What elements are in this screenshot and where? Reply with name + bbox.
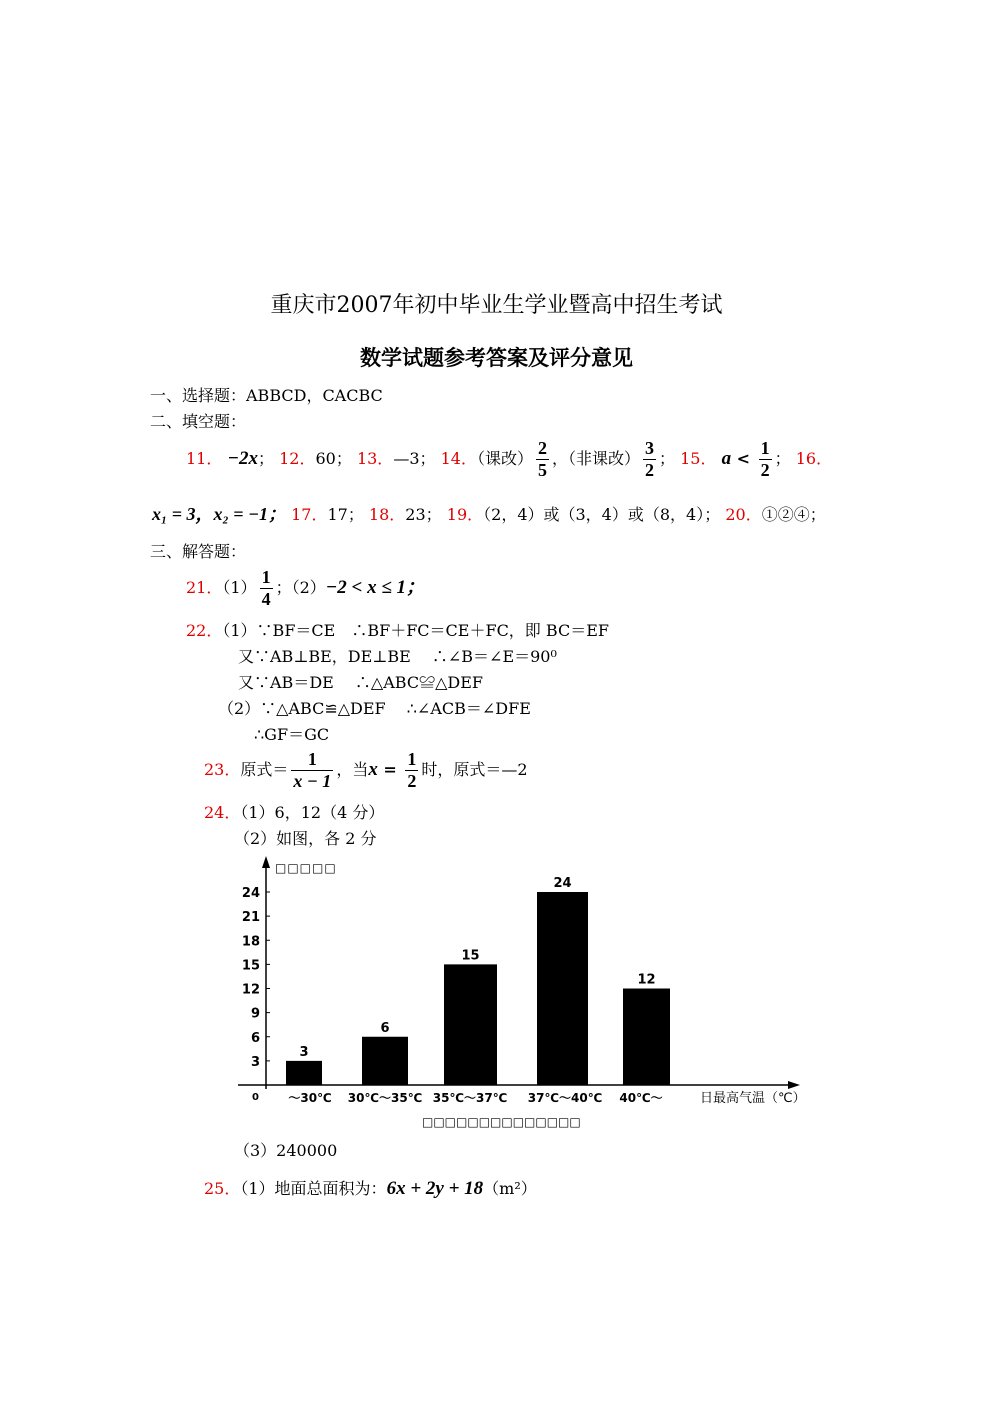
q22-number: 22． (186, 621, 223, 640)
chart-y-tick-label: 24 (241, 886, 260, 901)
q23-post: 时，原式＝—2 (421, 760, 528, 779)
section-multiple-choice: 一、选择题：ABBCD，CACBC (150, 386, 383, 405)
chart-x-axis-label: 日最高气温（℃） (700, 1091, 806, 1106)
q22-text-1: （1）∵BF＝CE ∴BF＋FC＝CE＋FC，即 BC＝EF (222, 621, 609, 640)
chart-bar-value-label: 15 (461, 948, 480, 964)
q23-fraction-2-numerator: 1 (407, 749, 417, 770)
q13-answer: —3； (393, 449, 436, 468)
chart-bar-value-label: 6 (380, 1020, 390, 1036)
q25-unit: （m²） (483, 1179, 537, 1198)
q24-text-1: （1）6，12（4 分） (240, 803, 385, 822)
q23-fraction-1-numerator: 1 (291, 749, 333, 771)
chart-category-label: ～30℃ (288, 1091, 332, 1105)
q11-sep: ； (257, 449, 274, 468)
chart-bar (362, 1037, 408, 1085)
q21-part2: ；（2） (275, 578, 326, 597)
q15-end: ； (774, 449, 791, 468)
q24-line-2: （2）如图，各 2 分 (234, 829, 377, 848)
q21-number: 21． (186, 578, 223, 597)
q11-number: 11． (186, 449, 223, 468)
chart-y-tick-label: 15 (241, 958, 260, 974)
section-solutions: 三、解答题： (150, 542, 247, 561)
q19-number: 19． (446, 505, 484, 524)
q14-end: ； (659, 449, 676, 468)
q13-number: 13． (356, 449, 394, 468)
q22-line-4: （2）∵△ABC≌△DEF ∴∠ACB＝∠DFE (218, 699, 531, 718)
q21-part1: （1） (222, 578, 257, 597)
q12-number: 12． (279, 449, 316, 468)
q22-line-2: 又∵AB⊥BE，DE⊥BE ∴∠B＝∠E＝90⁰ (238, 647, 557, 666)
chart-bar-value-label: 24 (553, 876, 572, 891)
chart-x-axis-arrow (788, 1081, 800, 1089)
q15-operator: < (731, 449, 756, 468)
q15-number: 15． (680, 449, 717, 468)
q16-number: 16． (795, 449, 833, 468)
chart-bar (623, 989, 670, 1086)
chart-bar-value-label: 3 (299, 1044, 309, 1060)
q23-fraction-1-denominator: x − 1 (293, 771, 332, 791)
q14-prefix: （课改） (476, 449, 533, 468)
chart-y-axis-arrow (262, 856, 270, 868)
q11-answer: −2x (227, 448, 258, 469)
q25-text: （1）地面总面积为： (240, 1179, 387, 1198)
chart-caption: □□□□□□□□□□□□□□ (422, 1115, 581, 1129)
q20-number: 20． (725, 505, 762, 524)
q15-fraction-numerator: 1 (760, 438, 770, 459)
q23-number: 23． (204, 760, 241, 779)
section-fill-blank: 二、填空题： (150, 412, 247, 431)
q15-variable: a (721, 448, 732, 469)
chart-bar (537, 892, 588, 1085)
chart-y-tick-label: 3 (250, 1054, 260, 1070)
q16-answer: x₁ = 3，x₂ = −1； (152, 504, 286, 524)
chart-category-label: 35℃～37℃ (432, 1091, 508, 1105)
q14-fraction-2-numerator: 3 (645, 438, 654, 459)
chart-category-label: 30℃～35℃ (347, 1091, 423, 1105)
q24-number: 24． (204, 803, 241, 822)
chart-y-axis-label: □□□□□ (275, 861, 337, 875)
chart-y-tick-label: 12 (241, 982, 260, 998)
chart-category-label: 40℃～ (619, 1091, 663, 1105)
q12-answer: 60； (315, 449, 352, 468)
q23-middle: ，当 (336, 760, 369, 779)
q23-prefix: 原式＝ (240, 760, 289, 779)
q14-fraction-1-denominator: 5 (537, 460, 547, 480)
chart-origin-label: 0 (252, 1092, 259, 1103)
q25-line (204, 1176, 537, 1200)
page-title: 重庆市2007年初中毕业生学业暨高中招生考试 (270, 293, 723, 318)
q20-answer: ①②④； (761, 505, 826, 524)
q23-variable: x (368, 759, 378, 780)
q14-number: 14． (440, 449, 477, 468)
q14-middle: ，（非课改） (551, 449, 640, 468)
q18-number: 18． (368, 505, 406, 524)
q14-fraction-2-denominator: 2 (645, 460, 654, 480)
chart-bar-value-label: 12 (637, 972, 656, 988)
q14-fraction-1-numerator: 2 (537, 438, 547, 459)
q17-number: 17． (291, 505, 328, 524)
q18-answer: 23； (405, 505, 442, 524)
chart-category-label: 37℃～40℃ (527, 1091, 603, 1105)
q15-fraction-denominator: 2 (760, 460, 770, 480)
q21-fraction-numerator: 1 (261, 567, 271, 588)
q21-inequality: −2 < x ≤ 1； (325, 577, 426, 598)
page-subtitle: 数学试题参考答案及评分意见 (360, 345, 633, 370)
chart-y-tick-label: 18 (241, 934, 260, 950)
q19-answer: （2，4）或（3，4）或（8，4）； (483, 505, 721, 524)
q22-line-3: 又∵AB＝DE ∴△ABC≌△DEF (238, 673, 483, 692)
chart-y-tick-label: 6 (250, 1030, 260, 1046)
chart-y-tick-label: 21 (241, 910, 260, 926)
q25-expression: 6x + 2y + 18 (386, 1178, 484, 1199)
q17-answer: 17； (327, 505, 364, 524)
q23-fraction-2-denominator: 2 (407, 771, 417, 791)
chart-y-tick-label: 9 (250, 1006, 260, 1022)
q24-line-3: （3）240000 (234, 1141, 338, 1160)
chart-bar (286, 1061, 322, 1085)
chart-bar (444, 964, 497, 1085)
q23-equals: = (377, 760, 403, 779)
q25-number: 25． (204, 1179, 241, 1198)
q22-line-5: ∴GF＝GC (254, 725, 330, 744)
q21-fraction-denominator: 4 (261, 589, 271, 609)
